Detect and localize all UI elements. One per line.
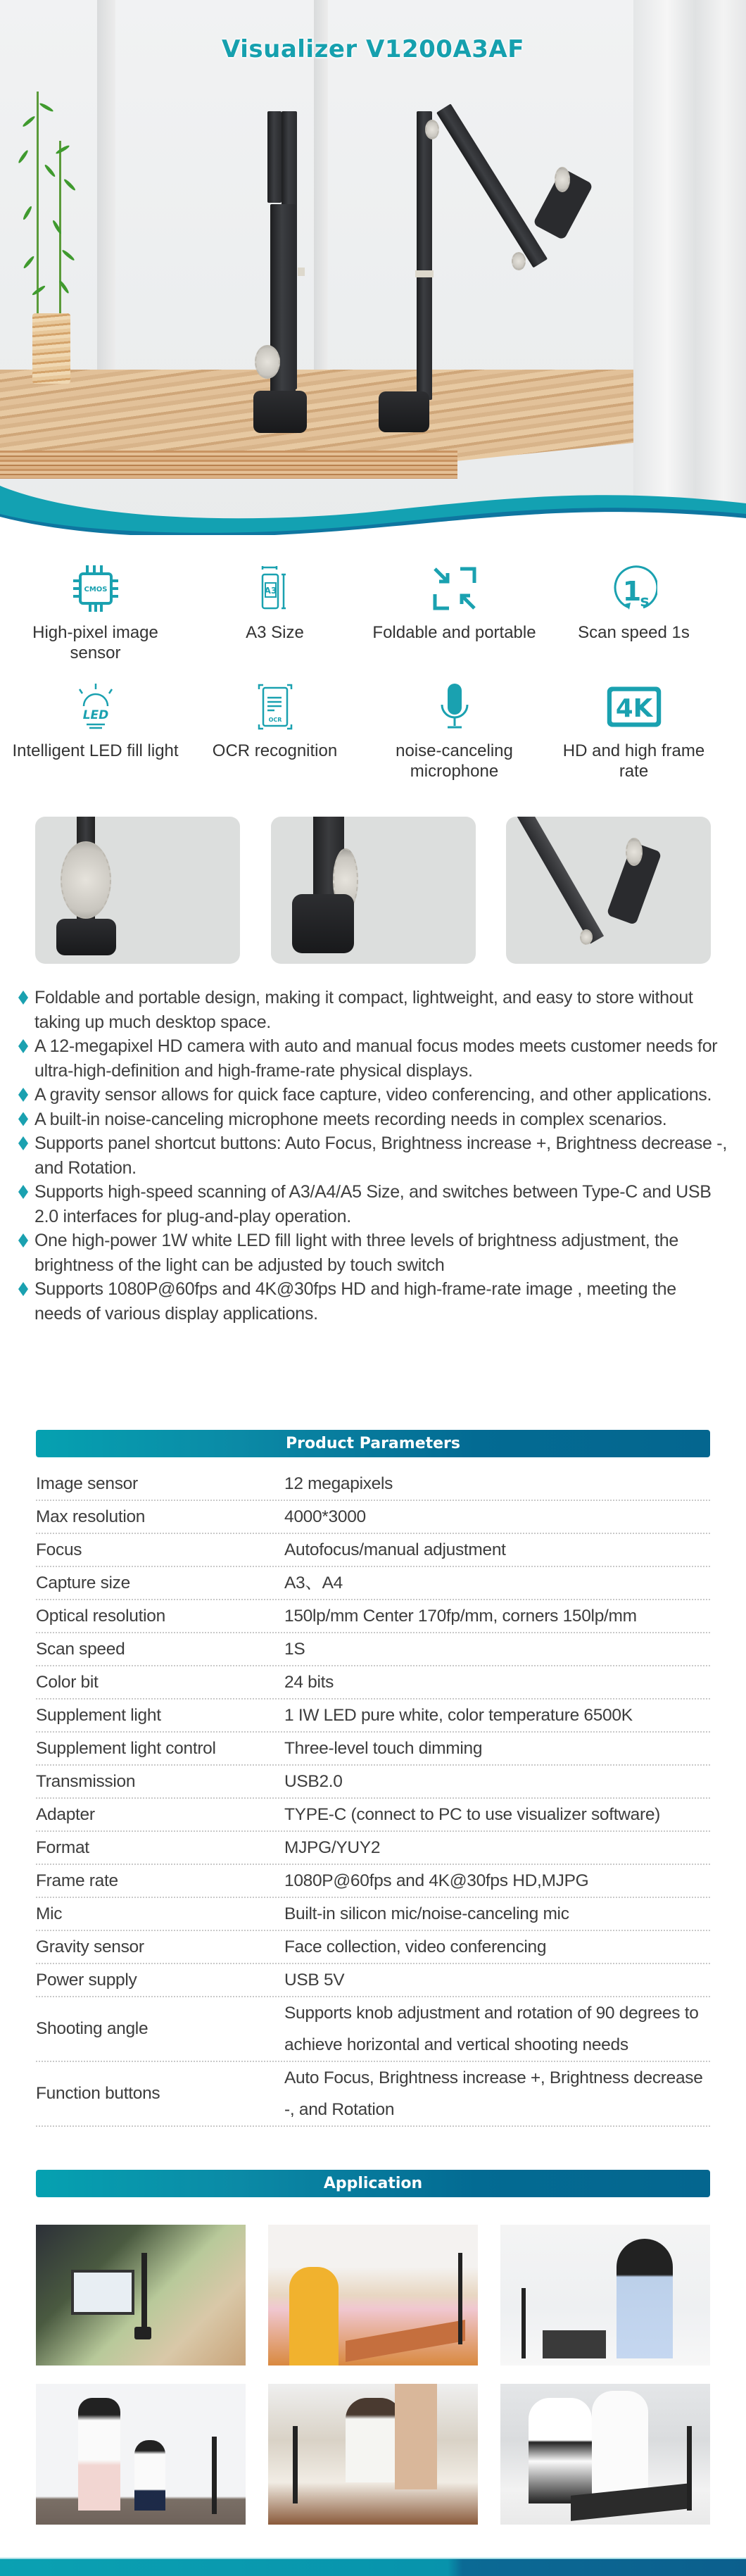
4k-badge-icon [606,681,662,732]
param-value: Auto Focus, Brightness increase +, Brightness decrease -, and Rotation [284,2068,703,2119]
svg-text:4K: 4K [615,694,652,724]
diamond-bullet-icon [18,1088,28,1102]
diamond-bullet-icon [18,991,28,1005]
svg-text:s: s [639,593,650,610]
param-value: Three-level touch dimming [284,1739,483,1758]
table-row [36,1931,710,1964]
diamond-bullet-icon [18,1136,28,1150]
parameters-table [36,1468,710,2127]
fold-arrows-icon [426,563,483,614]
feature-4k [544,681,723,781]
param-value: USB 5V [284,1971,345,1990]
detail-photo-camera-head [506,817,711,964]
feature-label: OCR recognition [212,741,338,760]
param-key: Focus [36,1540,82,1559]
table-row [36,1666,710,1699]
svg-text:CMOS: CMOS [84,586,107,593]
detail-photo-knob-side [271,817,476,964]
led-light-icon [68,681,124,732]
bullet-item: A built-in noise-canceling microphone meets recording needs in complex scenarios. [17,1107,728,1132]
cmos-chip-icon [68,563,124,614]
feature-label: High-pixel image sensor [32,623,158,662]
diamond-bullet-icon [18,1233,28,1248]
table-row [36,1567,710,1600]
param-key: Capture size [36,1573,130,1592]
param-value: USB2.0 [284,1772,343,1791]
table-row [36,1534,710,1567]
param-value: 12 megapixels [284,1474,393,1493]
param-key: Gravity sensor [36,1937,144,1956]
svg-text:OCR: OCR [268,717,282,723]
table-row [36,2062,710,2127]
param-key: Shooting angle [36,2019,148,2038]
table-row [36,1699,710,1733]
feature-label: A3 Size [246,623,304,642]
table-row [36,1501,710,1534]
svg-text:1: 1 [622,576,641,607]
param-value: 1080P@60fps and 4K@30fps HD,MJPG [284,1871,589,1890]
a3-paper-icon [247,563,303,614]
bullet-item: Supports high-speed scanning of A3/A4/A5 Size, and switches between Type-C and USB 2.0 interfaces for plug-and-play operation. [17,1180,728,1229]
feature-label: Foldable and portable [372,623,536,642]
param-value: Face collection, video conferencing [284,1937,547,1956]
diamond-bullet-icon [18,1282,28,1296]
table-row [36,1865,710,1898]
param-key: Supplement light [36,1705,161,1725]
application-gallery [36,2225,710,2525]
param-value: 4000*3000 [284,1507,366,1526]
param-key: Power supply [36,1970,137,1990]
svg-text:LED: LED [82,708,108,722]
param-value: Built-in silicon mic/noise-canceling mic [284,1904,569,1923]
app-photo-family [36,2384,246,2525]
diamond-bullet-icon [18,1185,28,1199]
feature-ocr [185,681,365,781]
param-value: 1 IW LED pure white, color temperature 6500K [284,1706,633,1725]
scan-1s-icon [606,563,662,614]
param-value: Autofocus/manual adjustment [284,1540,506,1559]
param-key: Optical resolution [36,1606,165,1626]
feature-a3-size [185,563,365,663]
application-header: Application [36,2170,710,2197]
table-edge [0,451,457,479]
ocr-document-icon [247,681,303,732]
detail-photo-knob-front [35,817,240,964]
param-key: Frame rate [36,1871,118,1890]
param-value: MJPG/YUY2 [284,1838,381,1857]
param-value: 150lp/mm Center 170fp/mm, corners 150lp/mm [284,1607,637,1626]
feature-led-light [6,681,185,781]
param-value: TYPE-C (connect to PC to use visualizer software) [284,1805,661,1824]
param-value: 1S [284,1640,305,1659]
param-key: Format [36,1837,89,1857]
bullet-item: Supports 1080P@60fps and 4K@30fps HD and high-frame-rate image , meeting the needs of various display applications. [17,1277,728,1326]
table-row [36,1633,710,1666]
microphone-icon [426,681,483,732]
feature-foldable [365,563,544,663]
curtain [633,0,746,535]
feature-microphone [365,681,544,781]
bullet-item: One high-power 1W white LED fill light with three levels of brightness adjustment, the brightness of the light can be adjusted by touch switch [17,1229,728,1277]
param-key: Image sensor [36,1474,138,1493]
diamond-bullet-icon [18,1112,28,1126]
wooden-table [0,370,633,461]
param-value: Supports knob adjustment and rotation of 90 degrees to achieve horizontal and vertical shooting needs [284,2004,699,2054]
table-row [36,1733,710,1766]
param-key: Color bit [36,1672,99,1692]
param-key: Transmission [36,1771,136,1791]
table-row [36,1832,710,1865]
feature-bullet-list [17,986,728,1326]
detail-photos [35,817,711,964]
table-row [36,1766,710,1799]
param-key: Adapter [36,1804,95,1824]
table-row [36,1600,710,1633]
table-row [36,1964,710,1997]
param-key: Mic [36,1904,63,1923]
feature-label: Intelligent LED fill light [12,741,179,760]
param-key: Supplement light control [36,1738,216,1758]
table-row [36,1898,710,1931]
feature-image-sensor [6,563,185,663]
param-key: Max resolution [36,1507,146,1526]
param-value: A3、A4 [284,1573,343,1592]
diamond-bullet-icon [18,1039,28,1053]
param-key: Function buttons [36,2084,160,2103]
feature-label: Scan speed 1s [578,623,690,642]
bullet-item: Foldable and portable design, making it compact, lightweight, and easy to store without taking up much desktop space. [17,986,728,1034]
bullet-item: A gravity sensor allows for quick face capture, video conferencing, and other applications. [17,1083,728,1107]
bullet-item: A 12-megapixel HD camera with auto and manual focus modes meets customer needs for ultra-high-definition and high-frame-rate physical displays. [17,1034,728,1083]
param-key: Scan speed [36,1639,125,1659]
app-photo-classroom [268,2225,478,2365]
app-photo-makeup [500,2225,710,2365]
app-photo-kitchen [500,2384,710,2525]
svg-text:A3: A3 [264,586,277,596]
feature-label: noise-canceling microphone [396,741,513,781]
table-row [36,1468,710,1501]
table-row [36,1799,710,1832]
feature-icons [0,563,746,781]
app-photo-office [36,2225,246,2365]
bullet-item: Supports panel shortcut buttons: Auto Focus, Brightness increase +, Brightness decrease -, and Rotation. [17,1131,728,1180]
footer-stripe [0,2558,746,2576]
param-value: 24 bits [284,1673,334,1692]
feature-scan-speed [544,563,723,663]
product-parameters-header: Product Parameters [36,1430,710,1457]
app-photo-calligraphy [268,2384,478,2525]
feature-label: HD and high frame rate [562,741,705,781]
hero-banner [0,0,746,535]
product-title: Visualizer V1200A3AF [222,35,524,63]
table-row [36,1997,710,2062]
wave-divider [0,486,746,535]
